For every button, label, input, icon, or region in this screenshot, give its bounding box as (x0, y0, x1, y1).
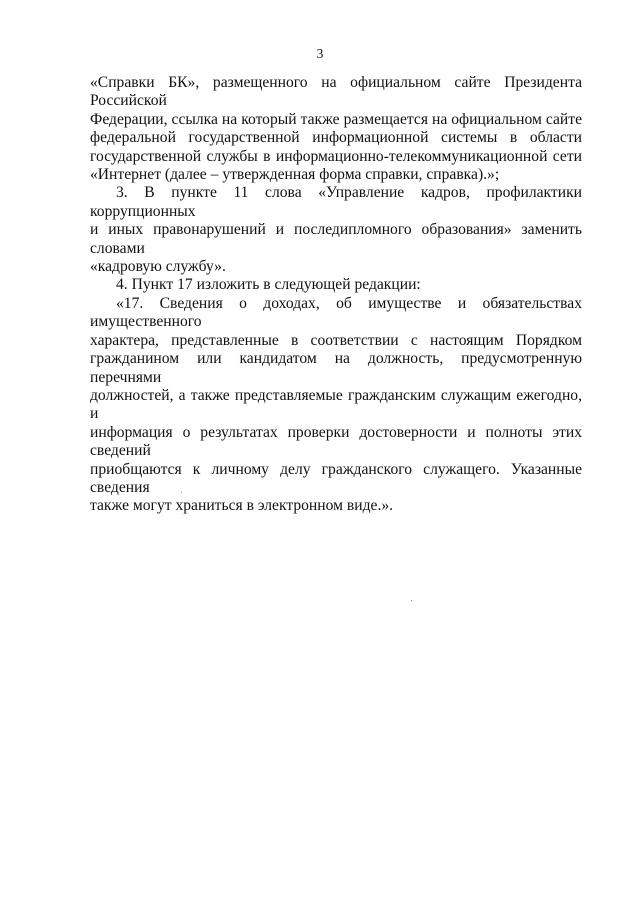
text-line: также могут храниться в электронном виде.». (90, 497, 394, 515)
text-line: характера, представленные в соответствии с настоящим Порядком (90, 331, 582, 349)
scan-speck (181, 492, 182, 493)
text-line: «Интернет (далее – утвержденная форма справки, справка).»; (90, 166, 500, 184)
text-line: и иных правонарушений и последипломного образования» заменить словами (90, 221, 582, 257)
text-line: Федерации, ссылка на который также размещается на официальном сайте (90, 110, 582, 128)
text-line: федеральной государственной информационной системы в области (90, 129, 582, 147)
text-line: «Справки БК», размещенного на официальном сайте Президента Российской (90, 74, 582, 110)
text-line: 3. В пункте 11 слова «Управление кадров, профилактики коррупционных (90, 184, 582, 220)
text-line: информация о результатах проверки достоверности и полноты этих сведений (90, 423, 582, 460)
scan-speck (411, 600, 412, 601)
paragraph-1 (90, 74, 582, 184)
text-line: «17. Сведения о доходах, об имуществе и обязательствах имущественного (90, 294, 582, 331)
text-line: гражданином или кандидатом на должность, предусмотренную перечнями (90, 350, 582, 386)
text-line: приобщаются к личному делу гражданского служащего. Указанные сведения (90, 460, 582, 496)
page-number: 3 (316, 46, 324, 61)
document-body (90, 74, 582, 516)
paragraph-3-item-4 (90, 276, 582, 294)
text-line: «кадровую службу». (90, 258, 226, 276)
paragraph-4-quoted-text (90, 295, 582, 516)
text-line: государственной службы в информационно-телекоммуникационной сети (90, 147, 582, 165)
text-line: 4. Пункт 17 изложить в следующей редакции: (116, 276, 421, 294)
paragraph-2-item-3 (90, 184, 582, 276)
text-line: должностей, а также представляемые гражданским служащим ежегодно, и (90, 386, 582, 423)
